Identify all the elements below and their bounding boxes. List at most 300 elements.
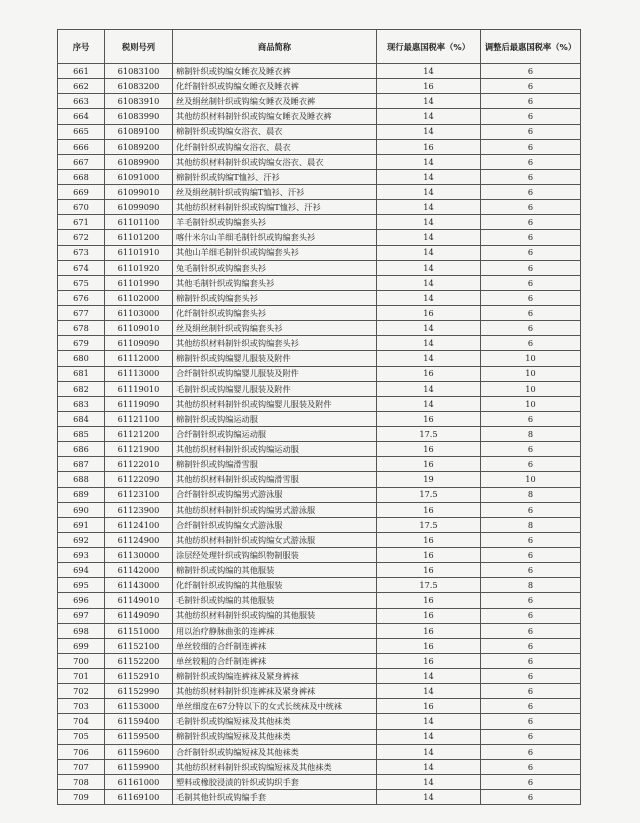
- cell-rate: 14: [377, 774, 481, 789]
- cell-rate: 16: [377, 366, 481, 381]
- cell-rate: 16: [377, 457, 481, 472]
- cell-name: 其他纺织材料制针织连裤袜及紧身裤袜: [173, 684, 377, 699]
- cell-name: 化纤制针织或钩编套头衫: [173, 306, 377, 321]
- cell-no: 685: [58, 427, 105, 442]
- cell-no: 677: [58, 306, 105, 321]
- cell-adjusted-rate: 8: [481, 487, 581, 502]
- cell-name: 化纤制针织或钩编的其他服装: [173, 578, 377, 593]
- cell-no: 707: [58, 759, 105, 774]
- cell-code: 61124900: [105, 532, 173, 547]
- table-row: [58, 185, 581, 200]
- cell-adjusted-rate: 6: [481, 593, 581, 608]
- cell-no: 668: [58, 169, 105, 184]
- cell-adjusted-rate: 6: [481, 275, 581, 290]
- cell-rate: 16: [377, 623, 481, 638]
- cell-rate: 14: [377, 169, 481, 184]
- cell-rate: 14: [377, 154, 481, 169]
- cell-name: 丝及绢丝制针织或钩编女睡衣及睡衣裤: [173, 94, 377, 109]
- cell-name: 合纤制针织或钩编运动服: [173, 427, 377, 442]
- table-row: [58, 548, 581, 563]
- cell-name: 棉制针织或钩编T恤衫、汗衫: [173, 169, 377, 184]
- table-row: [58, 336, 581, 351]
- cell-rate: 14: [377, 230, 481, 245]
- cell-no: 703: [58, 699, 105, 714]
- cell-rate: 14: [377, 185, 481, 200]
- table-row: [58, 699, 581, 714]
- table-row: [58, 290, 581, 305]
- cell-adjusted-rate: 6: [481, 532, 581, 547]
- cell-no: 683: [58, 396, 105, 411]
- cell-code: 61119090: [105, 396, 173, 411]
- cell-name: 其他纺织材料制针织或钩编滑雪服: [173, 472, 377, 487]
- cell-name: 棉制针织或钩编运动服: [173, 411, 377, 426]
- table-row: [58, 684, 581, 699]
- cell-name: 其他纺织材料制针织或钩编T恤衫、汗衫: [173, 200, 377, 215]
- table-row: [58, 790, 581, 805]
- header-name: 商品简称: [173, 30, 377, 64]
- cell-rate: 17.5: [377, 578, 481, 593]
- cell-rate: 14: [377, 336, 481, 351]
- cell-code: 61152100: [105, 638, 173, 653]
- cell-rate: 14: [377, 245, 481, 260]
- cell-no: 669: [58, 185, 105, 200]
- cell-rate: 16: [377, 79, 481, 94]
- cell-no: 672: [58, 230, 105, 245]
- cell-no: 695: [58, 578, 105, 593]
- cell-name: 毛制针织或钩编的其他服装: [173, 593, 377, 608]
- table-row: [58, 774, 581, 789]
- cell-name: 单丝较细的合纤制连裤袜: [173, 638, 377, 653]
- cell-no: 664: [58, 109, 105, 124]
- cell-adjusted-rate: 6: [481, 215, 581, 230]
- cell-name: 合纤制针织或钩编女式游泳服: [173, 517, 377, 532]
- cell-adjusted-rate: 6: [481, 442, 581, 457]
- cell-no: 667: [58, 154, 105, 169]
- cell-name: 其他纺织材料制针织或钩编短袜及其他袜类: [173, 759, 377, 774]
- cell-name: 棉制针织或钩编婴儿服装及附件: [173, 351, 377, 366]
- cell-name: 其他山羊细毛制针织或钩编套头衫: [173, 245, 377, 260]
- cell-no: 690: [58, 502, 105, 517]
- cell-no: 670: [58, 200, 105, 215]
- cell-adjusted-rate: 6: [481, 669, 581, 684]
- cell-name: 合纤制针织或钩编男式游泳服: [173, 487, 377, 502]
- table-row: [58, 169, 581, 184]
- cell-rate: 16: [377, 411, 481, 426]
- cell-rate: 14: [377, 381, 481, 396]
- cell-code: 61083200: [105, 79, 173, 94]
- table-row: [58, 714, 581, 729]
- cell-adjusted-rate: 6: [481, 774, 581, 789]
- cell-code: 61089100: [105, 124, 173, 139]
- cell-rate: 14: [377, 684, 481, 699]
- cell-code: 61159500: [105, 729, 173, 744]
- table-row: [58, 260, 581, 275]
- header-code: 税则号列: [105, 30, 173, 64]
- cell-no: 663: [58, 94, 105, 109]
- table-row: [58, 729, 581, 744]
- cell-adjusted-rate: 8: [481, 427, 581, 442]
- cell-name: 喀什米尔山羊细毛制针织或钩编套头衫: [173, 230, 377, 245]
- cell-no: 693: [58, 548, 105, 563]
- cell-name: 其他纺织材料制针织或钩编男式游泳服: [173, 502, 377, 517]
- cell-name: 用以治疗静脉曲张的连裤袜: [173, 623, 377, 638]
- cell-name: 单丝较粗的合纤制连裤袜: [173, 653, 377, 668]
- cell-adjusted-rate: 6: [481, 79, 581, 94]
- table-row: [58, 79, 581, 94]
- cell-code: 61161000: [105, 774, 173, 789]
- cell-rate: 14: [377, 64, 481, 79]
- cell-rate: 16: [377, 502, 481, 517]
- cell-adjusted-rate: 6: [481, 759, 581, 774]
- cell-name: 丝及绢丝制针织或钩编T恤衫、汗衫: [173, 185, 377, 200]
- table-row: [58, 275, 581, 290]
- cell-no: 682: [58, 381, 105, 396]
- cell-no: 662: [58, 79, 105, 94]
- cell-adjusted-rate: 6: [481, 729, 581, 744]
- table-row: [58, 230, 581, 245]
- cell-adjusted-rate: 6: [481, 306, 581, 321]
- cell-name: 毛制针织或钩编短袜及其他袜类: [173, 714, 377, 729]
- table-row: [58, 139, 581, 154]
- cell-no: 692: [58, 532, 105, 547]
- table-row: [58, 321, 581, 336]
- cell-no: 704: [58, 714, 105, 729]
- cell-adjusted-rate: 6: [481, 411, 581, 426]
- cell-adjusted-rate: 6: [481, 714, 581, 729]
- cell-name: 棉制针织或钩编短袜及其他袜类: [173, 729, 377, 744]
- cell-name: 棉制针织或钩编连裤袜及紧身裤袜: [173, 669, 377, 684]
- cell-rate: 14: [377, 351, 481, 366]
- cell-code: 61101100: [105, 215, 173, 230]
- table-row: [58, 608, 581, 623]
- cell-code: 61159400: [105, 714, 173, 729]
- cell-code: 61083910: [105, 94, 173, 109]
- cell-rate: 17.5: [377, 427, 481, 442]
- cell-adjusted-rate: 6: [481, 245, 581, 260]
- cell-rate: 14: [377, 669, 481, 684]
- cell-code: 61169100: [105, 790, 173, 805]
- header-row: [58, 30, 581, 64]
- cell-adjusted-rate: 6: [481, 200, 581, 215]
- cell-adjusted-rate: 10: [481, 472, 581, 487]
- table-row: [58, 744, 581, 759]
- cell-name: 棉制针织或钩编套头衫: [173, 290, 377, 305]
- cell-adjusted-rate: 6: [481, 230, 581, 245]
- cell-adjusted-rate: 6: [481, 684, 581, 699]
- table-row: [58, 351, 581, 366]
- cell-code: 61109010: [105, 321, 173, 336]
- cell-name: 其他纺织材料制针织或钩编女式游泳服: [173, 532, 377, 547]
- cell-no: 689: [58, 487, 105, 502]
- cell-adjusted-rate: 10: [481, 351, 581, 366]
- table-row: [58, 306, 581, 321]
- cell-adjusted-rate: 6: [481, 336, 581, 351]
- table-row: [58, 245, 581, 260]
- table-row: [58, 472, 581, 487]
- cell-adjusted-rate: 10: [481, 396, 581, 411]
- cell-code: 61151000: [105, 623, 173, 638]
- cell-rate: 14: [377, 215, 481, 230]
- cell-name: 棉制针织或钩编女浴衣、晨衣: [173, 124, 377, 139]
- table-row: [58, 578, 581, 593]
- cell-rate: 17.5: [377, 487, 481, 502]
- cell-code: 61121200: [105, 427, 173, 442]
- cell-adjusted-rate: 6: [481, 154, 581, 169]
- cell-code: 61153000: [105, 699, 173, 714]
- cell-code: 61152910: [105, 669, 173, 684]
- cell-rate: 16: [377, 563, 481, 578]
- cell-no: 698: [58, 623, 105, 638]
- cell-name: 塑料或橡胶浸渍的针织或钩织手套: [173, 774, 377, 789]
- cell-no: 666: [58, 139, 105, 154]
- cell-adjusted-rate: 6: [481, 790, 581, 805]
- cell-no: 680: [58, 351, 105, 366]
- cell-adjusted-rate: 6: [481, 185, 581, 200]
- cell-name: 其他毛制针织或钩编套头衫: [173, 275, 377, 290]
- cell-no: 697: [58, 608, 105, 623]
- table-row: [58, 124, 581, 139]
- cell-rate: 14: [377, 200, 481, 215]
- table-row: [58, 653, 581, 668]
- cell-adjusted-rate: 6: [481, 124, 581, 139]
- cell-name: 其他纺织材料制针织或钩编套头衫: [173, 336, 377, 351]
- cell-no: 691: [58, 517, 105, 532]
- cell-rate: 14: [377, 109, 481, 124]
- cell-rate: 16: [377, 593, 481, 608]
- table-row: [58, 200, 581, 215]
- cell-adjusted-rate: 6: [481, 139, 581, 154]
- cell-rate: 16: [377, 532, 481, 547]
- cell-adjusted-rate: 10: [481, 381, 581, 396]
- cell-rate: 14: [377, 759, 481, 774]
- cell-adjusted-rate: 6: [481, 290, 581, 305]
- cell-rate: 14: [377, 275, 481, 290]
- cell-adjusted-rate: 6: [481, 653, 581, 668]
- cell-adjusted-rate: 6: [481, 548, 581, 563]
- cell-adjusted-rate: 10: [481, 366, 581, 381]
- table-row: [58, 381, 581, 396]
- tariff-table: [57, 29, 581, 805]
- cell-rate: 14: [377, 260, 481, 275]
- cell-rate: 14: [377, 321, 481, 336]
- cell-no: 686: [58, 442, 105, 457]
- cell-code: 61099090: [105, 200, 173, 215]
- cell-no: 696: [58, 593, 105, 608]
- cell-code: 61119010: [105, 381, 173, 396]
- cell-code: 61113000: [105, 366, 173, 381]
- table-row: [58, 94, 581, 109]
- cell-adjusted-rate: 6: [481, 608, 581, 623]
- cell-rate: 16: [377, 638, 481, 653]
- cell-adjusted-rate: 6: [481, 623, 581, 638]
- table-row: [58, 457, 581, 472]
- table-row: [58, 109, 581, 124]
- cell-name: 其他纺织材料制针织或钩编女浴衣、晨衣: [173, 154, 377, 169]
- table-row: [58, 669, 581, 684]
- cell-rate: 16: [377, 306, 481, 321]
- cell-code: 61130000: [105, 548, 173, 563]
- cell-name: 化纤制针织或钩编女浴衣、晨衣: [173, 139, 377, 154]
- cell-rate: 16: [377, 653, 481, 668]
- cell-rate: 16: [377, 442, 481, 457]
- cell-code: 61102000: [105, 290, 173, 305]
- cell-name: 毛制其他针织或钩编手套: [173, 790, 377, 805]
- cell-no: 699: [58, 638, 105, 653]
- cell-no: 679: [58, 336, 105, 351]
- table-row: [58, 366, 581, 381]
- cell-name: 合纤制针织或钩编婴儿服装及附件: [173, 366, 377, 381]
- cell-adjusted-rate: 6: [481, 64, 581, 79]
- cell-code: 61089900: [105, 154, 173, 169]
- cell-code: 61152990: [105, 684, 173, 699]
- cell-code: 61159600: [105, 744, 173, 759]
- cell-code: 61101990: [105, 275, 173, 290]
- cell-code: 61123900: [105, 502, 173, 517]
- table-row: [58, 517, 581, 532]
- cell-code: 61089200: [105, 139, 173, 154]
- table-row: [58, 502, 581, 517]
- table-row: [58, 593, 581, 608]
- cell-no: 709: [58, 790, 105, 805]
- cell-rate: 14: [377, 790, 481, 805]
- cell-no: 674: [58, 260, 105, 275]
- cell-code: 61101910: [105, 245, 173, 260]
- table-row: [58, 563, 581, 578]
- table-row: [58, 154, 581, 169]
- cell-adjusted-rate: 8: [481, 578, 581, 593]
- cell-no: 688: [58, 472, 105, 487]
- cell-no: 671: [58, 215, 105, 230]
- cell-code: 61109090: [105, 336, 173, 351]
- header-no: 序号: [58, 30, 105, 64]
- cell-no: 687: [58, 457, 105, 472]
- cell-no: 684: [58, 411, 105, 426]
- cell-code: 61142000: [105, 563, 173, 578]
- cell-code: 61152200: [105, 653, 173, 668]
- cell-code: 61101200: [105, 230, 173, 245]
- table-row: [58, 487, 581, 502]
- cell-rate: 19: [377, 472, 481, 487]
- cell-name: 化纤制针织或钩编女睡衣及睡衣裤: [173, 79, 377, 94]
- table-body: [58, 64, 581, 805]
- cell-no: 661: [58, 64, 105, 79]
- cell-code: 61124100: [105, 517, 173, 532]
- table-row: [58, 759, 581, 774]
- cell-code: 61123100: [105, 487, 173, 502]
- cell-adjusted-rate: 6: [481, 94, 581, 109]
- cell-adjusted-rate: 6: [481, 321, 581, 336]
- cell-name: 棉制针织或钩编女睡衣及睡衣裤: [173, 64, 377, 79]
- cell-no: 676: [58, 290, 105, 305]
- cell-code: 61112000: [105, 351, 173, 366]
- cell-no: 701: [58, 669, 105, 684]
- cell-rate: 14: [377, 714, 481, 729]
- table-row: [58, 442, 581, 457]
- cell-rate: 14: [377, 290, 481, 305]
- table-row: [58, 623, 581, 638]
- cell-no: 681: [58, 366, 105, 381]
- cell-rate: 14: [377, 396, 481, 411]
- cell-name: 合纤制针织或钩编短袜及其他袜类: [173, 744, 377, 759]
- cell-rate: 16: [377, 608, 481, 623]
- cell-no: 678: [58, 321, 105, 336]
- cell-no: 700: [58, 653, 105, 668]
- cell-no: 665: [58, 124, 105, 139]
- cell-adjusted-rate: 6: [481, 563, 581, 578]
- cell-no: 675: [58, 275, 105, 290]
- cell-no: 673: [58, 245, 105, 260]
- cell-name: 涂层经处理针织或钩编织物制服装: [173, 548, 377, 563]
- cell-rate: 14: [377, 94, 481, 109]
- cell-code: 61091000: [105, 169, 173, 184]
- cell-adjusted-rate: 6: [481, 699, 581, 714]
- cell-no: 708: [58, 774, 105, 789]
- cell-name: 毛制针织或钩编婴儿服装及附件: [173, 381, 377, 396]
- cell-adjusted-rate: 6: [481, 502, 581, 517]
- table-row: [58, 638, 581, 653]
- cell-name: 兔毛制针织或钩编套头衫: [173, 260, 377, 275]
- cell-adjusted-rate: 8: [481, 517, 581, 532]
- cell-name: 棉制针织或钩编的其他服装: [173, 563, 377, 578]
- cell-code: 61083100: [105, 64, 173, 79]
- cell-code: 61122090: [105, 472, 173, 487]
- header-rate: 现行最惠国税率（%）: [377, 30, 481, 64]
- cell-name: 单丝细度在67分特以下的女式长统袜及中统袜: [173, 699, 377, 714]
- cell-name: 其他纺织材料制针织或钩编运动服: [173, 442, 377, 457]
- cell-name: 其他纺织材料制针织或钩编女睡衣及睡衣裤: [173, 109, 377, 124]
- cell-name: 羊毛制针织或钩编套头衫: [173, 215, 377, 230]
- cell-adjusted-rate: 6: [481, 638, 581, 653]
- cell-name: 丝及绢丝制针织或钩编套头衫: [173, 321, 377, 336]
- table-row: [58, 532, 581, 547]
- cell-code: 61099010: [105, 185, 173, 200]
- cell-name: 其他纺织材料制针织或钩编的其他服装: [173, 608, 377, 623]
- cell-no: 694: [58, 563, 105, 578]
- cell-code: 61149090: [105, 608, 173, 623]
- cell-rate: 17.5: [377, 517, 481, 532]
- cell-code: 61143000: [105, 578, 173, 593]
- cell-adjusted-rate: 6: [481, 169, 581, 184]
- cell-adjusted-rate: 6: [481, 744, 581, 759]
- cell-rate: 14: [377, 744, 481, 759]
- cell-adjusted-rate: 6: [481, 457, 581, 472]
- cell-rate: 16: [377, 139, 481, 154]
- table-row: [58, 411, 581, 426]
- cell-rate: 16: [377, 699, 481, 714]
- cell-rate: 16: [377, 548, 481, 563]
- cell-code: 61122010: [105, 457, 173, 472]
- cell-no: 705: [58, 729, 105, 744]
- header-adjusted-rate: 调整后最惠国税率（%）: [481, 30, 581, 64]
- cell-no: 706: [58, 744, 105, 759]
- cell-code: 61083990: [105, 109, 173, 124]
- cell-rate: 14: [377, 729, 481, 744]
- cell-code: 61121900: [105, 442, 173, 457]
- cell-code: 61121100: [105, 411, 173, 426]
- cell-code: 61159900: [105, 759, 173, 774]
- cell-rate: 14: [377, 124, 481, 139]
- cell-adjusted-rate: 6: [481, 109, 581, 124]
- cell-name: 其他纺织材料制针织或钩编婴儿服装及附件: [173, 396, 377, 411]
- table-row: [58, 215, 581, 230]
- cell-code: 61101920: [105, 260, 173, 275]
- table-row: [58, 427, 581, 442]
- cell-name: 棉制针织或钩编滑雪服: [173, 457, 377, 472]
- cell-adjusted-rate: 6: [481, 260, 581, 275]
- cell-no: 702: [58, 684, 105, 699]
- cell-code: 61103000: [105, 306, 173, 321]
- table-row: [58, 64, 581, 79]
